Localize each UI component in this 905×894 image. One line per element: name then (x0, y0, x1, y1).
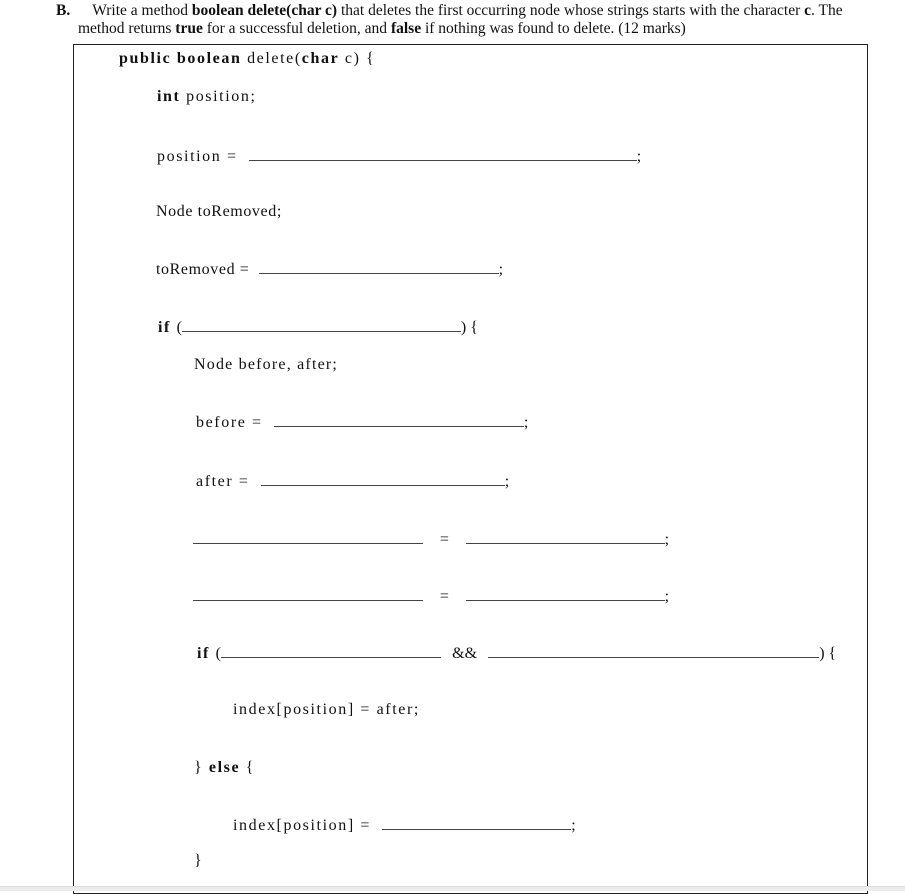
if-statement (158, 317, 478, 338)
code: toRemoved = (156, 261, 250, 278)
code: ( (215, 645, 221, 662)
code: ; (504, 473, 510, 490)
code: } (194, 759, 204, 776)
method-signature-line (119, 49, 375, 69)
code: = (439, 588, 449, 605)
text: if nothing was found to delete. (12 marks) (421, 20, 686, 37)
question-line-2 (78, 20, 686, 38)
question-label: B. (56, 2, 71, 19)
code: ( (176, 319, 182, 336)
index-assignment (233, 815, 576, 836)
else-line (194, 758, 255, 778)
answer-blank[interactable] (193, 586, 423, 601)
answer-blank[interactable] (488, 643, 819, 658)
keyword: if (197, 645, 210, 662)
text: for a successful deletion, and (202, 20, 391, 37)
link-assignment-1 (193, 529, 669, 550)
false-keyword: false (390, 20, 422, 37)
keyword: else (208, 759, 241, 776)
answer-blank[interactable] (259, 259, 499, 274)
answer-blank[interactable] (221, 643, 441, 658)
node-declaration (156, 202, 282, 222)
answer-blank[interactable] (261, 471, 505, 486)
answer-blank[interactable] (193, 529, 423, 544)
code: delete( (247, 50, 302, 67)
question-line-1 (56, 2, 843, 20)
true-keyword: true (175, 20, 203, 37)
text: Write a method (92, 2, 192, 19)
code: && (452, 645, 478, 662)
text: . The (811, 2, 843, 19)
code: index[position] = after; (233, 701, 420, 718)
code: ; (523, 414, 529, 431)
code: ; (664, 531, 670, 548)
code: index[position] = (233, 817, 371, 834)
position-assignment (157, 146, 641, 167)
index-after-assignment (233, 700, 420, 720)
code: Node toRemoved; (156, 203, 282, 220)
keyword: boolean (176, 50, 242, 67)
code: ; (571, 817, 576, 834)
code: } (194, 852, 204, 869)
code: ) { (819, 645, 837, 662)
keyword: char (301, 50, 340, 67)
code: ; (664, 588, 670, 605)
method-signature: boolean delete(char c) (191, 2, 338, 19)
after-assignment (196, 471, 509, 492)
answer-blank[interactable] (274, 412, 524, 427)
code: position; (186, 88, 257, 105)
link-assignment-2 (193, 586, 669, 607)
answer-box (73, 44, 868, 894)
text: method returns (78, 20, 176, 37)
answer-blank[interactable] (249, 146, 637, 161)
before-after-declaration (194, 355, 338, 375)
code: { (245, 759, 256, 776)
keyword: if (158, 319, 171, 336)
code: before = (196, 414, 263, 431)
char-c: c (804, 2, 812, 19)
code: ) { (460, 319, 478, 336)
code: position = (157, 148, 238, 165)
code: = (439, 531, 449, 548)
closing-brace (194, 851, 203, 871)
answer-blank[interactable] (466, 586, 665, 601)
code: after = (196, 473, 250, 490)
answer-blank[interactable] (382, 815, 571, 830)
answer-blank[interactable] (466, 529, 665, 544)
int-declaration (157, 87, 257, 107)
keyword: int (157, 88, 181, 105)
before-assignment (196, 412, 528, 433)
text: that deletes the first occurring node whose strings starts with the character (337, 2, 805, 19)
answer-blank[interactable] (182, 317, 461, 332)
code: ; (636, 148, 642, 165)
if-and-statement (197, 643, 836, 664)
toremoved-assignment (156, 259, 503, 280)
code: Node before, after; (194, 356, 339, 373)
page-bottom-edge (0, 886, 905, 891)
code: c) { (344, 50, 376, 67)
keyword: public (119, 50, 172, 67)
code: ; (498, 261, 504, 278)
